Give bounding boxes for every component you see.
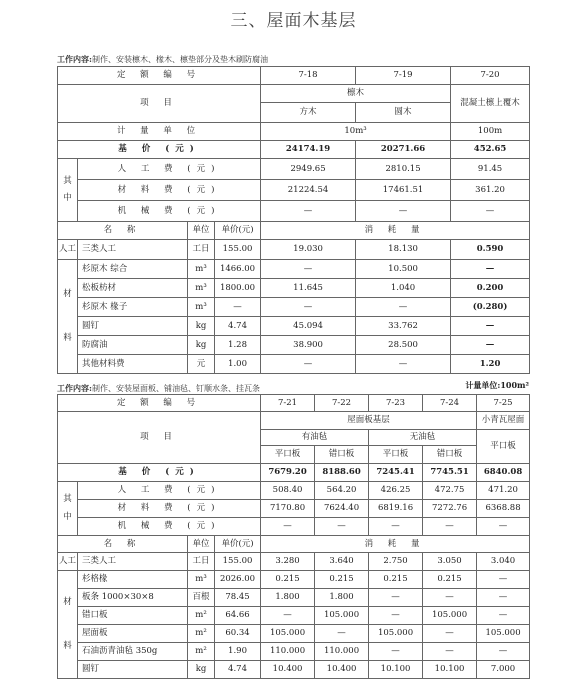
consumption-value: — [423, 643, 477, 661]
consumption-value: 105.000 [477, 625, 530, 643]
consumption-value: — [261, 355, 356, 374]
consumption-value: — [451, 260, 530, 279]
consumption-value: (0.280) [451, 298, 530, 317]
consumption-value: — [477, 607, 530, 625]
material-cost-label: 材 料 费 (元) [78, 180, 261, 201]
machine-cost-label: 机 械 费 (元) [78, 518, 261, 536]
material-unit: kg [188, 336, 215, 355]
cost-value: 508.40 [261, 482, 315, 500]
cost-value: 6368.88 [477, 500, 530, 518]
consumption-value: 0.200 [451, 279, 530, 298]
consumption-value: — [261, 607, 315, 625]
code-cell: 7-19 [356, 67, 451, 85]
unit-label: 计 量 单 位 [58, 123, 261, 141]
base-price-label: 基 价 (元) [58, 141, 261, 159]
subcol-header: 平口板 [369, 446, 423, 464]
base-price-label: 基 价 (元) [58, 464, 261, 482]
subcol-header: 方木 [261, 103, 356, 123]
consumption-header: 消 耗 量 [261, 536, 530, 553]
quota-no-label: 定 额 编 号 [58, 67, 261, 85]
page-title: 三、屋面木基层 [230, 11, 357, 31]
consumption-value: — [261, 298, 356, 317]
cost-value: 361.20 [451, 180, 530, 201]
labor-unit: 工日 [188, 553, 215, 571]
consumption-value: 110.000 [315, 643, 369, 661]
consumption-value: 1.20 [451, 355, 530, 374]
code-cell: 7-18 [261, 67, 356, 85]
cost-value: 564.20 [315, 482, 369, 500]
subcol-header: 圆木 [356, 103, 451, 123]
cost-value: — [451, 201, 530, 222]
consumption-value: 0.590 [451, 240, 530, 260]
consumption-value: 28.500 [356, 336, 451, 355]
cost-value: — [261, 518, 315, 536]
material-name: 圆钉 [78, 317, 188, 336]
code-cell: 7-20 [451, 67, 530, 85]
consumption-value: 0.215 [423, 571, 477, 589]
material-unit: m³ [188, 260, 215, 279]
cost-value: 426.25 [369, 482, 423, 500]
consumption-value: 2.750 [369, 553, 423, 571]
consumption-value: 19.030 [261, 240, 356, 260]
material-name: 杉原木 椽子 [78, 298, 188, 317]
roof-board-group-header: 屋面板基层 [261, 412, 477, 430]
material-price: 1.28 [215, 336, 261, 355]
nofelt-group-header: 无油毡 [369, 430, 477, 446]
labor-price: 155.00 [215, 240, 261, 260]
consumption-value: 18.130 [356, 240, 451, 260]
material-price: 1466.00 [215, 260, 261, 279]
work-content-1 [57, 54, 268, 65]
base-price-value: 7679.20 [261, 464, 315, 482]
material-group-label: 材 料 [58, 260, 78, 374]
cost-value: 471.20 [477, 482, 530, 500]
cost-value: 2810.15 [356, 159, 451, 180]
cost-value: 7624.40 [315, 500, 369, 518]
code-cell: 7-24 [423, 395, 477, 412]
labor-price: 155.00 [215, 553, 261, 571]
work-content-text: 制作、安装檩木、椽木、檩垫部分及垫木刷防腐油 [91, 55, 268, 64]
base-price-value: 6840.08 [477, 464, 530, 482]
material-unit: m² [188, 643, 215, 661]
unit-header: 单位 [188, 536, 215, 553]
material-unit: 元 [188, 355, 215, 374]
unit-col3: 100m [451, 123, 530, 141]
material-name: 杉格椽 [78, 571, 188, 589]
consumption-value: 3.040 [477, 553, 530, 571]
material-name: 板条 1000×30×8 [78, 589, 188, 607]
name-header: 名 称 [58, 536, 188, 553]
material-name: 错口板 [78, 607, 188, 625]
base-price-value: 8188.60 [315, 464, 369, 482]
subcol-header: 平口板 [477, 430, 530, 464]
consumption-value: 10.400 [261, 661, 315, 679]
col5-name: 小青瓦屋面 [477, 412, 530, 430]
material-name: 松板枋材 [78, 279, 188, 298]
consumption-value: 1.800 [261, 589, 315, 607]
material-unit: m² [188, 625, 215, 643]
material-name: 石油沥青油毡 350g [78, 643, 188, 661]
consumption-value: 38.900 [261, 336, 356, 355]
quota-no-label: 定 额 编 号 [58, 395, 261, 412]
material-group-label: 材 料 [58, 571, 78, 679]
cost-value: 6819.16 [369, 500, 423, 518]
consumption-value: 10.500 [356, 260, 451, 279]
material-price: 1.90 [215, 643, 261, 661]
code-cell: 7-23 [369, 395, 423, 412]
consumption-value: — [477, 571, 530, 589]
material-name: 圆钉 [78, 661, 188, 679]
material-unit: m³ [188, 298, 215, 317]
material-price: 60.34 [215, 625, 261, 643]
material-price: 1.00 [215, 355, 261, 374]
cost-value: 91.45 [451, 159, 530, 180]
material-unit: kg [188, 661, 215, 679]
consumption-value: 10.400 [315, 661, 369, 679]
base-price-value: 7745.51 [423, 464, 477, 482]
consumption-value: 0.215 [315, 571, 369, 589]
cost-value: — [369, 518, 423, 536]
consumption-value: — [315, 625, 369, 643]
price-header: 单价(元) [215, 536, 261, 553]
purlin-group-header: 檩木 [261, 85, 451, 103]
material-price: 4.74 [215, 317, 261, 336]
labor-name: 三类人工 [78, 553, 188, 571]
unit-shared: 10m³ [261, 123, 451, 141]
subcol-header: 错口板 [423, 446, 477, 464]
name-header: 名 称 [58, 222, 188, 240]
base-price-value: 24174.19 [261, 141, 356, 159]
consumption-value: 33.762 [356, 317, 451, 336]
material-unit: m³ [188, 571, 215, 589]
consumption-value: — [369, 607, 423, 625]
material-name: 杉原木 综合 [78, 260, 188, 279]
material-unit: 百根 [188, 589, 215, 607]
consumption-value: 105.000 [423, 607, 477, 625]
consumption-value: — [356, 298, 451, 317]
quota-table-1 [57, 66, 530, 374]
work-content-2 [57, 383, 260, 394]
material-price: 78.45 [215, 589, 261, 607]
material-price: 4.74 [215, 661, 261, 679]
consumption-header: 消 耗 量 [261, 222, 530, 240]
among-label: 其 中 [58, 482, 78, 536]
cost-value: — [423, 518, 477, 536]
consumption-value: 10.100 [369, 661, 423, 679]
base-price-value: 452.65 [451, 141, 530, 159]
consumption-value: 3.050 [423, 553, 477, 571]
material-name: 屋面板 [78, 625, 188, 643]
subcol-header: 错口板 [315, 446, 369, 464]
code-cell: 7-21 [261, 395, 315, 412]
unit-header: 单位 [188, 222, 215, 240]
material-unit: kg [188, 317, 215, 336]
consumption-value: 0.215 [261, 571, 315, 589]
unit-note: 计量单位:100m² [465, 380, 529, 390]
work-content-label: 工作内容: [57, 383, 92, 393]
labor-name: 三类人工 [78, 240, 188, 260]
code-cell: 7-22 [315, 395, 369, 412]
consumption-value: — [369, 643, 423, 661]
price-header: 单价(元) [215, 222, 261, 240]
work-content-label: 工作内容: [57, 54, 92, 64]
material-name: 防腐油 [78, 336, 188, 355]
cost-value: 7170.80 [261, 500, 315, 518]
consumption-value: — [451, 317, 530, 336]
consumption-value: 45.094 [261, 317, 356, 336]
consumption-value: — [477, 643, 530, 661]
among-label: 其 中 [58, 159, 78, 222]
item-label: 项 目 [58, 412, 261, 464]
material-unit: m³ [188, 279, 215, 298]
cost-value: 21224.54 [261, 180, 356, 201]
consumption-value: 110.000 [261, 643, 315, 661]
consumption-value: 1.040 [356, 279, 451, 298]
cost-value: 17461.51 [356, 180, 451, 201]
consumption-value: 105.000 [315, 607, 369, 625]
consumption-value: 105.000 [369, 625, 423, 643]
code-cell: 7-25 [477, 395, 530, 412]
consumption-value: 0.215 [369, 571, 423, 589]
material-unit: m² [188, 607, 215, 625]
labor-unit: 工日 [188, 240, 215, 260]
work-content-text: 制作、安装屋面板、铺油毡、钉顺水条、挂瓦条 [91, 384, 260, 393]
labor-group-label: 人工 [58, 553, 78, 571]
material-name: 其他材料费 [78, 355, 188, 374]
consumption-value: 1.800 [315, 589, 369, 607]
consumption-value: — [423, 589, 477, 607]
consumption-value: — [356, 355, 451, 374]
cost-value: — [477, 518, 530, 536]
consumption-value: 11.645 [261, 279, 356, 298]
consumption-value: 3.280 [261, 553, 315, 571]
subcol-header: 平口板 [261, 446, 315, 464]
consumption-value: 10.100 [423, 661, 477, 679]
consumption-value: 7.000 [477, 661, 530, 679]
machine-cost-label: 机 械 费 (元) [78, 201, 261, 222]
material-price: 64.66 [215, 607, 261, 625]
cost-value: 2949.65 [261, 159, 356, 180]
cost-value: — [315, 518, 369, 536]
col3-name: 混凝土檩上覆木 [451, 85, 530, 123]
consumption-value: — [451, 336, 530, 355]
material-price: 1800.00 [215, 279, 261, 298]
consumption-value: — [477, 589, 530, 607]
labor-cost-label: 人 工 费 (元) [78, 482, 261, 500]
consumption-value: — [369, 589, 423, 607]
cost-value: 7272.76 [423, 500, 477, 518]
felt-group-header: 有油毡 [261, 430, 369, 446]
material-price: 2026.00 [215, 571, 261, 589]
quota-table-2 [57, 394, 530, 679]
consumption-value: — [423, 625, 477, 643]
material-cost-label: 材 料 费 (元) [78, 500, 261, 518]
labor-cost-label: 人 工 费 (元) [78, 159, 261, 180]
item-label: 项 目 [58, 85, 261, 123]
cost-value: — [261, 201, 356, 222]
cost-value: 472.75 [423, 482, 477, 500]
consumption-value: 3.640 [315, 553, 369, 571]
material-price: — [215, 298, 261, 317]
base-price-value: 7245.41 [369, 464, 423, 482]
cost-value: — [356, 201, 451, 222]
consumption-value: 105.000 [261, 625, 315, 643]
labor-group-label: 人工 [58, 240, 78, 260]
base-price-value: 20271.66 [356, 141, 451, 159]
consumption-value: — [261, 260, 356, 279]
